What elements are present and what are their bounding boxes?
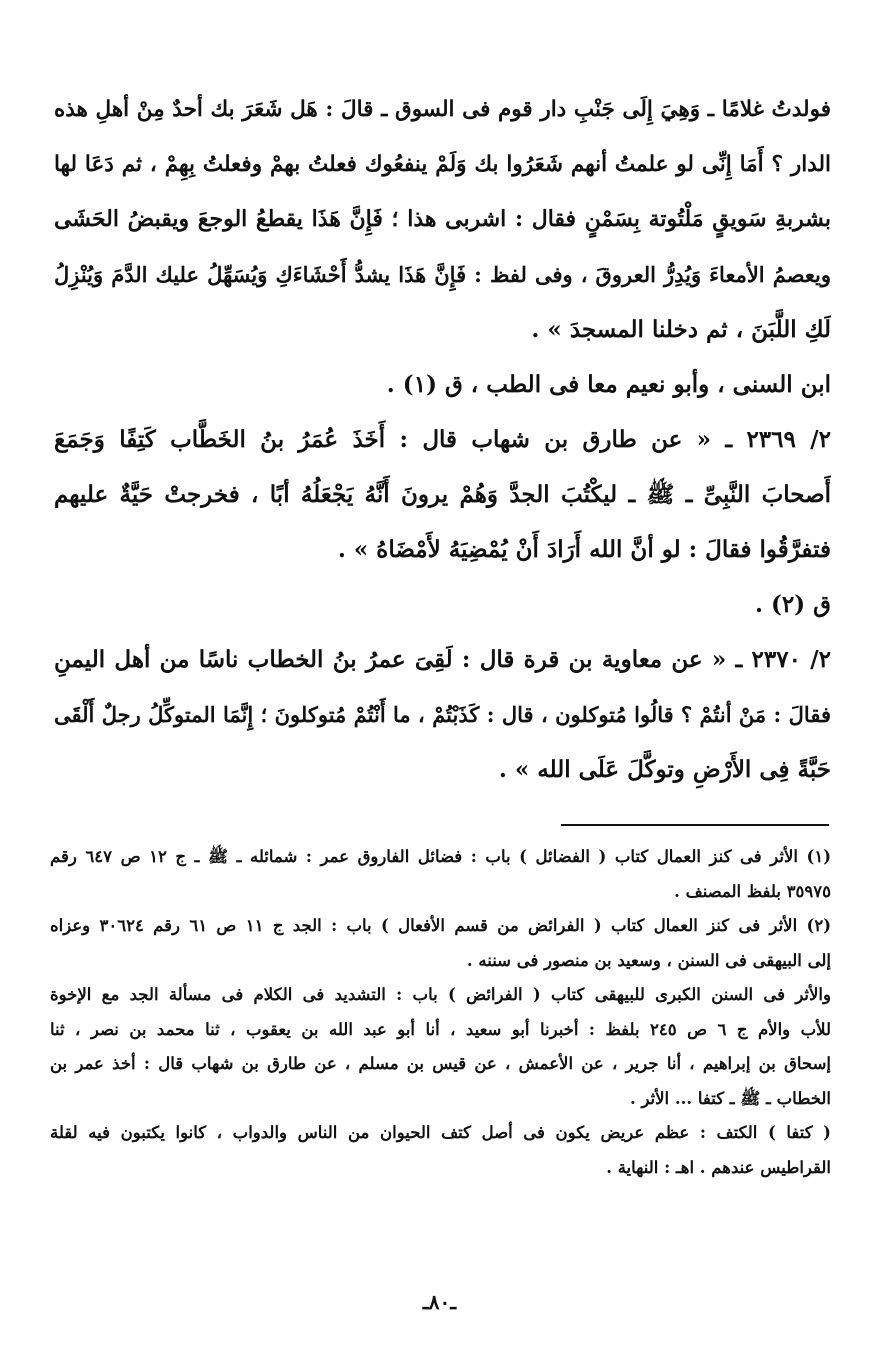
main-text: [54, 82, 831, 797]
footnote-line: الخطاب ـ ﷺ ـ كتفا ... الأثر .: [629, 1088, 831, 1108]
footnote-line: (١) الأثر فى كنز العمال كتاب ( الفضائل ) باب : فضائل الفاروق عمر : شمائله ـ ﷺ ـ ج ١٢ ص ٦٤٧ رقم: [50, 847, 831, 866]
page-number: ـ٨٠ـ: [422, 1290, 457, 1314]
text-line: لَكِ اللَّبَنَ ، ثم دخلنا المسجدَ » .: [531, 316, 831, 343]
source-line: ابن السنى ، وأبو نعيم معا فى الطب ، ق (١) .: [386, 371, 831, 398]
footnote-line: والأثر فى السنن الكبرى للبيهقى كتاب ( الفرائض ) باب : التشديد فى الكلام فى مسألة الجد مع الإخوة: [50, 985, 831, 1004]
text-line: فتفرَّقُوا فقالَ : لو أنَّ الله أَرَادَ أَنْ يُمْضِيَهُ لأَمْضَاهُ » .: [337, 536, 831, 563]
footnotes: [50, 840, 831, 1185]
source-line: ق (٢) .: [754, 591, 831, 618]
text-line: أَصحابَ النَّبِىِّ ـ ﷺ ـ ليكْتُبَ الجدَّ وَهُمْ يرونَ أَنَّهُ يَجْعَلُهُ أبًا ، فخرجتْ حَيَّةٌ عليهم: [54, 481, 831, 508]
hadith-2369-line: ٢/ ٢٣٦٩ ـ « عن طارق بن شهاب قال : أَخَذَ عُمَرُ بنُ الخَطَّاب كَتِفًا وَجَمَعَ: [54, 426, 831, 453]
text-line: فقالَ : مَنْ أنتُمْ ؟ قالُوا مُتوكلون ، قال : كَذَبْتُمْ ، ما أَنْتُمْ مُتوكلونَ ؛ إِنَّمَا المتوكِّلُ رجلٌ أَلْقَى: [54, 702, 831, 727]
text-line: ويعصمُ الأمعاءَ وَيُدِرُّ العروقَ ، وفى لفظ : فَإِنَّ هَذَا يشدُّ أَحْشَاءَكِ وَيُسَهِّلُ عليك الدَّمَ وَيُنْزِلُ: [54, 262, 831, 287]
footnote-line: (٢) الأثر فى كنز العمال كتاب ( الفرائض من قسم الأفعال ) باب : الجد ج ١١ ص ٦١ رقم ٣٠٦٢٤ وعزاه: [50, 916, 831, 935]
footnote-divider: [561, 824, 829, 826]
text-line: الدار ؟ أَمَا إِنِّى لو علمتُ أنهم شَعَرُوا بك وَلَمْ ينفعُوك فعلتُ بهمْ وفعلتُ بِهِمْ ، ثم دَعَا لها: [54, 152, 831, 177]
text-line: بشربةِ سَويقٍ مَلْتُوتة بِسَمْنٍ فقال : اشربى هذا ؛ فَإِنَّ هَذَا يقطعُ الوجعَ ويقبضُ الحَشَى: [54, 206, 831, 232]
footnote-line: ( كتفا ) الكتف : عظم عريض يكون فى أصل كتف الحيوان من الناس والدواب ، كانوا يكتبون فيه لقلة: [50, 1123, 831, 1142]
footnote-line: إلى البيهقى فى السنن ، وسعيد بن منصور فى سننه .: [466, 950, 831, 970]
footnote-line: القراطيس عندهم . اهـ : النهاية .: [606, 1157, 831, 1177]
footnote-line: إسحاق بن إبراهيم ، أنا جرير ، عن الأعمش ، عن قيس بن مسلم ، عن طارق بن شهاب قال : أخذ عمر بن: [50, 1054, 831, 1073]
hadith-2370-line: ٢/ ٢٣٧٠ ـ « عن معاوية بن قرة قال : لَقِىَ عمرُ بنُ الخطاب ناسًا من أهل اليمنِ: [54, 646, 831, 673]
text-line: فولدتُ غلامًا ـ وَهِيَ إِلَى جَنْبِ دار قوم فى السوق ـ قالَ : هَل شَعَرَ بك أحدٌ مِنْ أهلِ هذه: [54, 97, 831, 122]
footnote-line: ٣٥٩٧٥ بلفظ المصنف .: [674, 881, 831, 901]
footnote-line: للأب والأم ج ٦ ص ٢٤٥ بلفظ : أخبرنا أبو سعيد ، أنا أبو عبد الله بن يعقوب ، ثنا محمد بن نصر ، ثنا: [50, 1019, 831, 1039]
text-line: حَبَّةً فِى الأَرْضِ وتوكَّلَ عَلَى الله » .: [498, 756, 831, 783]
